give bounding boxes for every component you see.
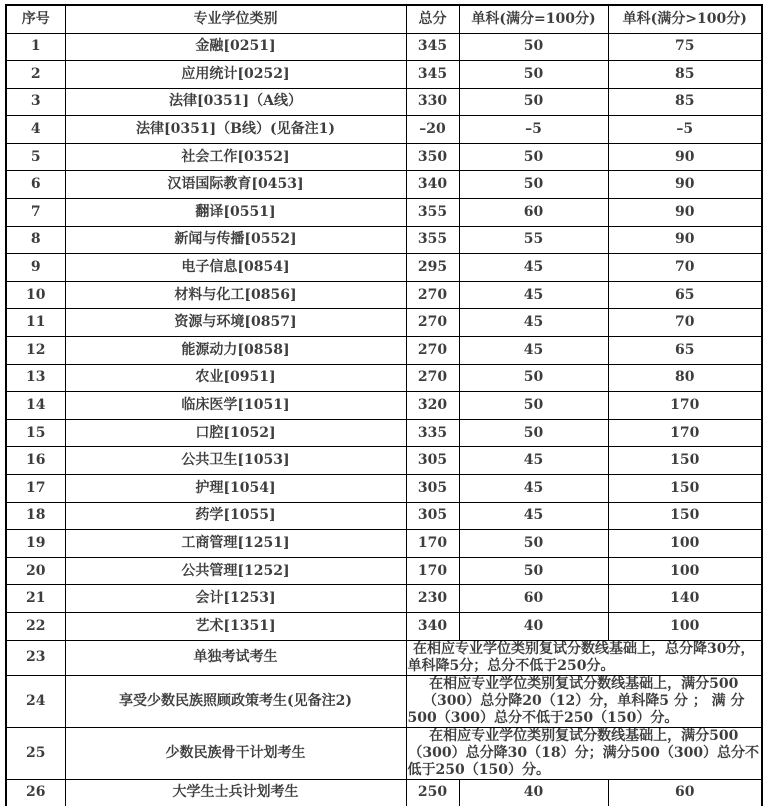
subject-eq100-cell: 50: [459, 557, 608, 585]
category-cell: 农业[0951]: [65, 364, 406, 392]
serial-number-cell: 25: [6, 727, 65, 779]
category-cell: 公共卫生[1053]: [65, 447, 406, 475]
total-score-cell: 355: [406, 199, 459, 227]
table-row: [6, 61, 762, 89]
category-cell: 公共管理[1252]: [65, 557, 406, 585]
subject-eq100-cell: 50: [459, 392, 608, 420]
total-score-cell: 270: [406, 309, 459, 337]
table-row: [6, 33, 762, 61]
header-degree-category: 专业学位类别: [65, 5, 406, 33]
category-cell: 应用统计[0252]: [65, 61, 406, 89]
subject-eq100-cell: 45: [459, 502, 608, 530]
subject-eq100-cell: 45: [459, 475, 608, 503]
table-row: [6, 727, 762, 779]
serial-number-cell: 19: [6, 530, 65, 558]
subject-eq100-cell: 45: [459, 281, 608, 309]
table-row: [6, 281, 762, 309]
subject-gt100-cell: 75: [608, 33, 762, 61]
category-cell: 单独考试考生: [65, 640, 406, 675]
subject-gt100-cell: 85: [608, 88, 762, 116]
total-score-cell: 335: [406, 419, 459, 447]
subject-gt100-cell: –5: [608, 116, 762, 144]
subject-gt100-cell: 90: [608, 199, 762, 227]
total-score-cell: 250: [406, 779, 459, 806]
category-cell: 法律[0351]（B线）(见备注1): [65, 116, 406, 144]
subject-gt100-cell: 100: [608, 530, 762, 558]
table-row: [6, 254, 762, 282]
subject-eq100-cell: 50: [459, 171, 608, 199]
category-cell: 新闻与传播[0552]: [65, 226, 406, 254]
subject-eq100-cell: 40: [459, 612, 608, 640]
serial-number-cell: 10: [6, 281, 65, 309]
total-score-cell: 345: [406, 33, 459, 61]
total-score-cell: 270: [406, 281, 459, 309]
subject-eq100-cell: 45: [459, 309, 608, 337]
serial-number-cell: 12: [6, 337, 65, 365]
serial-number-cell: 26: [6, 779, 65, 806]
subject-eq100-cell: –5: [459, 116, 608, 144]
table-row: [6, 640, 762, 675]
table-body: [6, 33, 762, 806]
serial-number-cell: 4: [6, 116, 65, 144]
header-subject-eq100: 单科(满分=100分): [459, 5, 608, 33]
table-row: [6, 88, 762, 116]
table-row: [6, 364, 762, 392]
category-cell: 金融[0251]: [65, 33, 406, 61]
subject-gt100-cell: 90: [608, 143, 762, 171]
note-cell: 在相应专业学位类别复试分数线基础上，满分500（300）总分降30（18）分；满分500（300）总分不低于250（150）分。: [406, 727, 762, 779]
subject-gt100-cell: 65: [608, 281, 762, 309]
header-total-score: 总分: [406, 5, 459, 33]
subject-gt100-cell: 100: [608, 612, 762, 640]
subject-gt100-cell: 80: [608, 364, 762, 392]
total-score-cell: 305: [406, 475, 459, 503]
category-cell: 少数民族骨干计划考生: [65, 727, 406, 779]
table-row: [6, 502, 762, 530]
serial-number-cell: 3: [6, 88, 65, 116]
serial-number-cell: 9: [6, 254, 65, 282]
subject-eq100-cell: 45: [459, 447, 608, 475]
category-cell: 资源与环境[0857]: [65, 309, 406, 337]
category-cell: 材料与化工[0856]: [65, 281, 406, 309]
subject-gt100-cell: 85: [608, 61, 762, 89]
total-score-cell: 230: [406, 585, 459, 613]
category-cell: 汉语国际教育[0453]: [65, 171, 406, 199]
category-cell: 口腔[1052]: [65, 419, 406, 447]
serial-number-cell: 20: [6, 557, 65, 585]
total-score-cell: 305: [406, 502, 459, 530]
table-row: [6, 557, 762, 585]
serial-number-cell: 6: [6, 171, 65, 199]
category-cell: 法律[0351]（A线）: [65, 88, 406, 116]
table-row: [6, 199, 762, 227]
category-cell: 大学生士兵计划考生: [65, 779, 406, 806]
category-cell: 电子信息[0854]: [65, 254, 406, 282]
serial-number-cell: 23: [6, 640, 65, 675]
serial-number-cell: 8: [6, 226, 65, 254]
serial-number-cell: 21: [6, 585, 65, 613]
category-cell: 能源动力[0858]: [65, 337, 406, 365]
subject-eq100-cell: 50: [459, 61, 608, 89]
subject-gt100-cell: 70: [608, 309, 762, 337]
category-cell: 享受少数民族照顾政策考生(见备注2): [65, 675, 406, 727]
total-score-cell: 270: [406, 337, 459, 365]
admission-score-table: [5, 4, 763, 806]
table-row: [6, 143, 762, 171]
subject-eq100-cell: 50: [459, 530, 608, 558]
subject-gt100-cell: 170: [608, 392, 762, 420]
serial-number-cell: 14: [6, 392, 65, 420]
serial-number-cell: 24: [6, 675, 65, 727]
subject-gt100-cell: 140: [608, 585, 762, 613]
total-score-cell: 295: [406, 254, 459, 282]
serial-number-cell: 1: [6, 33, 65, 61]
table-row: [6, 475, 762, 503]
serial-number-cell: 13: [6, 364, 65, 392]
subject-eq100-cell: 45: [459, 337, 608, 365]
table-row: [6, 337, 762, 365]
category-cell: 临床医学[1051]: [65, 392, 406, 420]
serial-number-cell: 7: [6, 199, 65, 227]
subject-gt100-cell: 60: [608, 779, 762, 806]
total-score-cell: –20: [406, 116, 459, 144]
serial-number-cell: 5: [6, 143, 65, 171]
subject-eq100-cell: 55: [459, 226, 608, 254]
subject-eq100-cell: 40: [459, 779, 608, 806]
subject-eq100-cell: 45: [459, 254, 608, 282]
subject-eq100-cell: 50: [459, 33, 608, 61]
category-cell: 护理[1054]: [65, 475, 406, 503]
table-row: [6, 447, 762, 475]
subject-eq100-cell: 50: [459, 364, 608, 392]
serial-number-cell: 15: [6, 419, 65, 447]
table-row: [6, 309, 762, 337]
subject-eq100-cell: 50: [459, 88, 608, 116]
subject-eq100-cell: 50: [459, 419, 608, 447]
total-score-cell: 340: [406, 612, 459, 640]
subject-gt100-cell: 70: [608, 254, 762, 282]
total-score-cell: 320: [406, 392, 459, 420]
subject-eq100-cell: 50: [459, 143, 608, 171]
table-row: [6, 779, 762, 806]
subject-gt100-cell: 100: [608, 557, 762, 585]
table-row: [6, 530, 762, 558]
total-score-cell: 170: [406, 557, 459, 585]
serial-number-cell: 11: [6, 309, 65, 337]
category-cell: 艺术[1351]: [65, 612, 406, 640]
serial-number-cell: 16: [6, 447, 65, 475]
total-score-cell: 350: [406, 143, 459, 171]
subject-eq100-cell: 60: [459, 199, 608, 227]
header-subject-gt100: 单科(满分>100分): [608, 5, 762, 33]
category-cell: 翻译[0551]: [65, 199, 406, 227]
serial-number-cell: 18: [6, 502, 65, 530]
total-score-cell: 330: [406, 88, 459, 116]
subject-gt100-cell: 170: [608, 419, 762, 447]
table-row: [6, 226, 762, 254]
table-row: [6, 675, 762, 727]
table-row: [6, 392, 762, 420]
total-score-cell: 270: [406, 364, 459, 392]
total-score-cell: 170: [406, 530, 459, 558]
table-row: [6, 419, 762, 447]
subject-gt100-cell: 65: [608, 337, 762, 365]
subject-gt100-cell: 90: [608, 171, 762, 199]
total-score-cell: 345: [406, 61, 459, 89]
category-cell: 社会工作[0352]: [65, 143, 406, 171]
serial-number-cell: 2: [6, 61, 65, 89]
category-cell: 工商管理[1251]: [65, 530, 406, 558]
header-serial-number: 序号: [6, 5, 65, 33]
subject-eq100-cell: 60: [459, 585, 608, 613]
total-score-cell: 340: [406, 171, 459, 199]
total-score-cell: 355: [406, 226, 459, 254]
subject-gt100-cell: 90: [608, 226, 762, 254]
subject-gt100-cell: 150: [608, 502, 762, 530]
category-cell: 会计[1253]: [65, 585, 406, 613]
serial-number-cell: 22: [6, 612, 65, 640]
total-score-cell: 305: [406, 447, 459, 475]
note-cell: 在相应专业学位类别复试分数线基础上，总分降30分，单科降5分；总分不低于250分。: [406, 640, 762, 675]
subject-gt100-cell: 150: [608, 475, 762, 503]
note-cell: 在相应专业学位类别复试分数线基础上，满分500（300）总分降20（12）分，单科降5 分 ； 满 分 500（300）总分不低于250（150）分。: [406, 675, 762, 727]
table-row: [6, 171, 762, 199]
serial-number-cell: 17: [6, 475, 65, 503]
table-header: [6, 5, 762, 33]
table-row: [6, 116, 762, 144]
table-row: [6, 612, 762, 640]
header-row: [6, 5, 762, 33]
table-row: [6, 585, 762, 613]
subject-gt100-cell: 150: [608, 447, 762, 475]
category-cell: 药学[1055]: [65, 502, 406, 530]
